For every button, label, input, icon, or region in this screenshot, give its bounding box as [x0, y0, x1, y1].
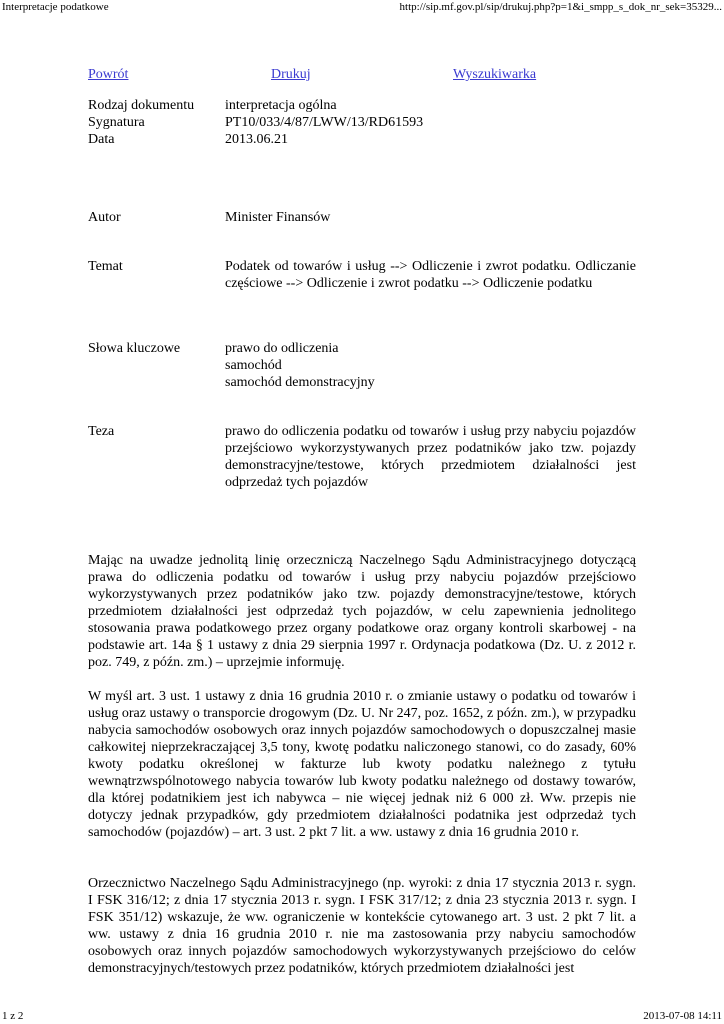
doc-type-value: interpretacja ogólna	[225, 98, 337, 113]
keywords-label: Słowa kluczowe	[88, 341, 181, 356]
meta-row-date	[88, 131, 636, 148]
topic-value: Podatek od towarów i usług --> Odliczenie i zwrot podatku. Odliczanie częściowe --> Odliczenie i zwrot podatku --> Odliczenie podatku	[225, 259, 636, 291]
back-link[interactable]: Powrót	[88, 67, 129, 82]
keyword-item: samochód	[225, 358, 282, 373]
print-link[interactable]: Drukuj	[271, 67, 311, 82]
page-title: Interpretacje podatkowe	[2, 1, 109, 13]
doc-type-label: Rodzaj dokumentu	[88, 98, 195, 113]
signature-value: PT10/033/4/87/LWW/13/RD61593	[225, 115, 424, 130]
search-link[interactable]: Wyszukiwarka	[453, 67, 537, 82]
print-footer	[0, 1009, 724, 1024]
body-paragraph: Orzecznictwo Naczelnego Sądu Administracyjnego (np. wyroki: z dnia 17 stycznia 2013 r. sygn. I FSK 316/12; z dnia 17 stycznia 2013 r. sygn. I FSK 317/12; z dnia 23 stycznia 2013 r. sygn. I FSK 351/12) wskazuje, że ww. ograniczenie w kontekście cytowanego art. 3 ust. 2 pkt 7 lit. a ww. ustawy z dnia 16 grudnia 2010 r. nie ma zastosowania przy nabyciu samochodów osobowych oraz innych pojazdów samochodowych wykorzystywanych przejściowo do celów demonstracyjnych/testowych przez podatników, których przedmiotem działalności jest	[88, 876, 636, 976]
date-label: Data	[88, 132, 115, 147]
document-meta	[88, 97, 636, 148]
document-nav	[88, 66, 648, 84]
print-timestamp: 2013-07-08 14:11	[643, 1010, 722, 1022]
body-paragraph: W myśl art. 3 ust. 1 ustawy z dnia 16 grudnia 2010 r. o zmianie ustawy o podatku od towarów i usług oraz ustawy o transporcie drogowym (Dz. U. Nr 247, poz. 1652, z późn. zm.), w przypadku nabycia samochodów osobowych oraz innych pojazdów samochodowych o dopuszczalnej masie całkowitej nieprzekraczającej 3,5 tony, kwotę podatku naliczonego stanowi, co do zasady, 60% kwoty podatku określonej w fakturze lub kwoty podatku należnego z tytułu wewnątrzwspólnotowego nabycia towarów lub kwoty podatku należnego od dostawy towarów, dla której podatnikiem jest ich nabywca – nie więcej jednak niż 6 000 zł. Ww. przepis nie dotyczy jednak przypadków, gdy przedmiotem działalności podatnika jest odprzedaż tych samochodów (pojazdów) – art. 3 ust. 2 pkt 7 lit. a ww. ustawy z dnia 16 grudnia 2010 r.	[88, 689, 636, 840]
author-value: Minister Finansów	[225, 210, 331, 225]
keywords-list	[225, 340, 636, 391]
body-paragraph: Mając na uwadze jednolitą linię orzeczniczą Naczelnego Sądu Administracyjnego dotyczącą prawa do odliczenia podatku od towarów i usług przy nabyciu pojazdów przejściowo wykorzystywanych przez podatników jako tzw. pojazdy demonstracyjne/testowe, których przedmiotem działalności jest odprzedaż tych pojazdów, w celu zapewnienia jednolitego stosowania prawa podatkowego przez organy podatkowe oraz organy kontroli skarbowej - na podstawie art. 14a § 1 ustawy z dnia 29 sierpnia 1997 r. Ordynacja podatkowa (Dz. U. z 2012 r. poz. 749, z późn. zm.) – uprzejmie informuję.	[88, 553, 636, 670]
signature-label: Sygnatura	[88, 115, 145, 130]
page-counter: 1 z 2	[2, 1010, 24, 1022]
topic-label: Temat	[88, 259, 123, 274]
thesis-label: Teza	[88, 424, 115, 439]
author-label: Autor	[88, 210, 121, 225]
print-header	[0, 0, 724, 16]
page-url: http://sip.mf.gov.pl/sip/drukuj.php?p=1&i_smpp_s_dok_nr_sek=35329...	[399, 1, 722, 13]
date-value: 2013.06.21	[225, 132, 288, 147]
meta-row-doc-type	[88, 97, 636, 114]
keyword-item: samochód demonstracyjny	[225, 375, 375, 390]
meta-row-signature	[88, 114, 636, 131]
keyword-item: prawo do odliczenia	[225, 341, 339, 356]
thesis-value: prawo do odliczenia podatku od towarów i usług przy nabyciu pojazdów przejściowo wykorzystywanych przez podatników jako tzw. pojazdy demonstracyjne/testowe, których przedmiotem działalności jest odprzedaż tych pojazdów	[225, 424, 636, 490]
